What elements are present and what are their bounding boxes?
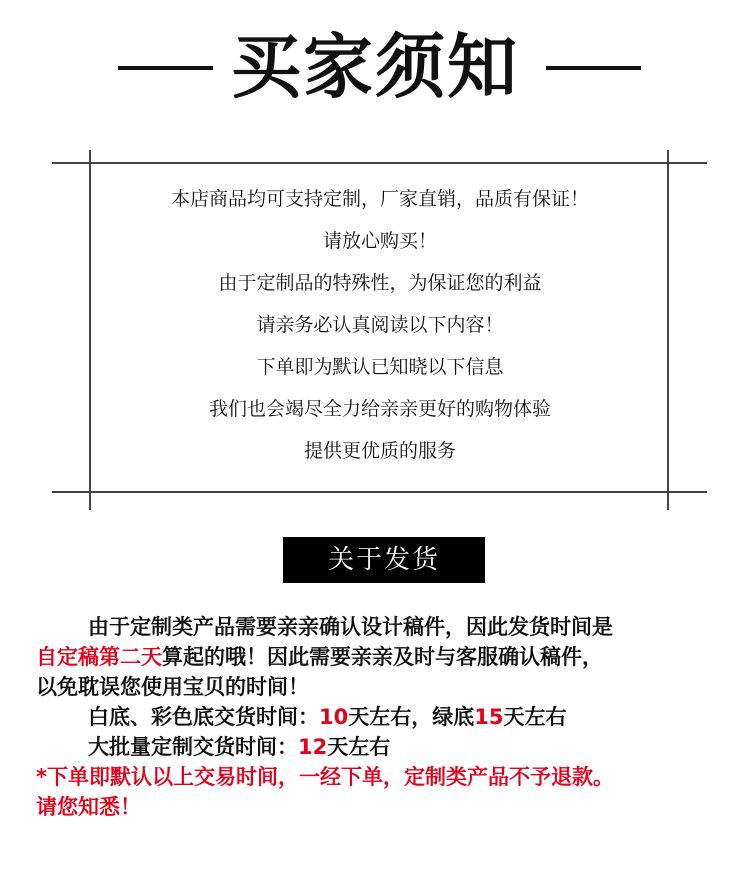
notice-line: 提供更优质的服务: [303, 440, 456, 462]
notice-line: 我们也会竭尽全力给亲亲更好的购物体验: [208, 398, 551, 420]
notice-line: 下单即为默认已知晓以下信息: [256, 356, 504, 378]
section-heading-shipping: 关于发货: [283, 537, 485, 583]
shipping-para-line: [36, 642, 726, 672]
shipping-text: [36, 612, 726, 822]
notice-line: 由于定制品的特殊性，为保证您的利益: [218, 272, 542, 294]
bulk-days: 12: [298, 735, 328, 759]
refund-warning: *下单即默认以上交易时间，一经下单，定制类产品不予退款。: [36, 765, 614, 789]
title-dash-right: [546, 66, 641, 70]
green-days: 15: [474, 705, 504, 729]
bulk-delivery-label: 大批量定制交货时间：: [88, 735, 298, 759]
white-color-days: 10: [319, 705, 349, 729]
notice-line: 请放心购买！: [322, 230, 437, 252]
refund-warning-note: 请您知悉！: [36, 795, 141, 819]
delivery-time-mid: 天左右，绿底: [348, 705, 475, 729]
shipping-para-line: 由于定制类产品需要亲亲确认设计稿件，因此发货时间是: [88, 615, 613, 639]
notice-line: 本店商品均可支持定制，厂家直销，品质有保证！: [170, 188, 589, 210]
notice-line: 请亲务必认真阅读以下内容！: [256, 314, 504, 336]
bulk-delivery-suffix: 天左右: [327, 735, 391, 759]
page-title: 买家须知: [231, 26, 519, 108]
delivery-time-suffix: 天左右: [503, 705, 567, 729]
highlight-start-date: 自定稿第二天: [36, 645, 162, 669]
shipping-para-text: 算起的哦！因此需要亲亲及时与客服确认稿件，: [162, 645, 603, 669]
frame-line-top: [52, 162, 707, 164]
frame-line-bottom: [52, 491, 707, 493]
delivery-time-line: [36, 702, 726, 732]
bulk-delivery-line: [36, 732, 726, 762]
page-title-row: [0, 22, 750, 112]
shipping-para-line: 以免耽误您使用宝贝的时间！: [36, 675, 309, 699]
notice-text: [90, 178, 670, 472]
delivery-time-label: 白底、彩色底交货时间：: [88, 705, 319, 729]
